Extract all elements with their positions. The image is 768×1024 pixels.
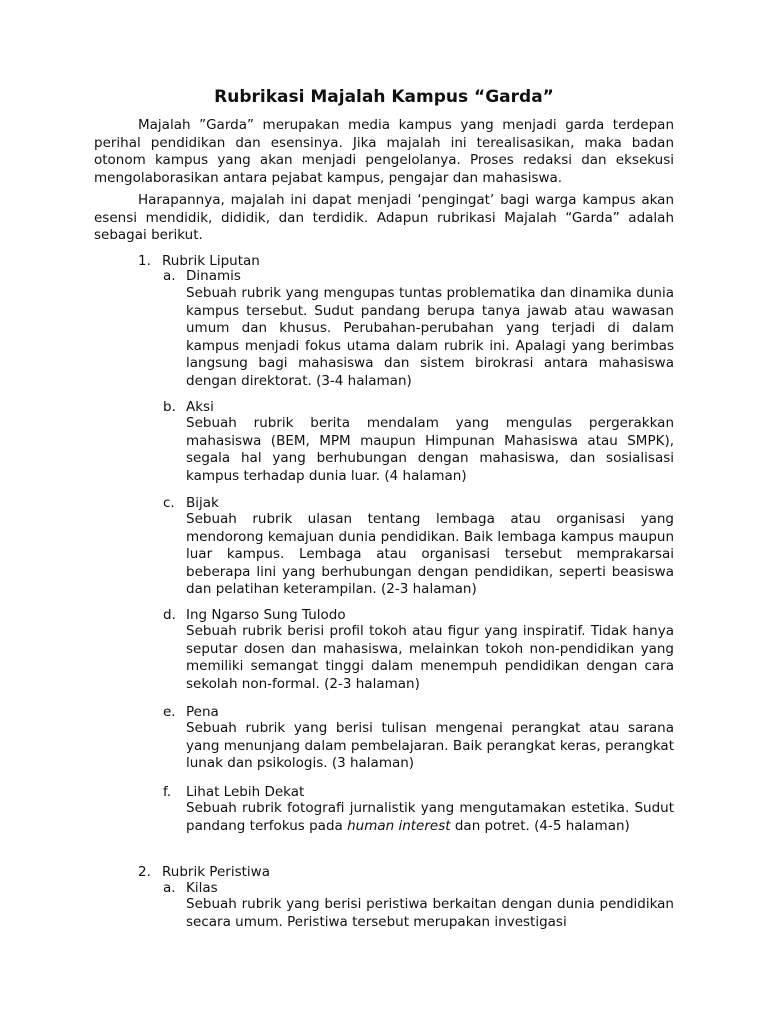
rubric-heading-bijak <box>163 495 219 513</box>
rubric-desc-kilas: Sebuah rubrik yang berisi peristiwa berkaitan dengan dunia pendidikan secara umum. Peristiwa tersebut merupakan investigasi <box>186 896 674 930</box>
section-number: 2. <box>138 864 151 880</box>
rubric-heading-ing-ngarso <box>163 607 346 625</box>
rubric-title: Kilas <box>186 880 218 896</box>
rubric-letter: b. <box>163 399 176 415</box>
rubric-title: Lihat Lebih Dekat <box>186 784 305 800</box>
rubric-desc-dinamis: Sebuah rubrik yang mengupas tuntas problematika dan dinamika dunia kampus tersebut. Sudut pandang berupa tanya jawab atau wawasan umum dan khusus. Perubahan-perubahan yang terjadi di dalam kampus menjadi fokus utama dalam rubrik ini. Apalagi yang berimbas langsung bagi mahasiswa dan sistem birokrasi antara mahasiswa dengan direktorat. (3-4 halaman) <box>186 285 674 389</box>
rubric-heading-kilas <box>163 880 218 898</box>
section-number: 1. <box>138 253 151 269</box>
intro-paragraph-1: Majalah ”Garda” merupakan media kampus yang menjadi garda terdepan perihal pendidikan dan esensinya. Jika majalah ini terealisasikan, maka badan otonom kampus yang akan menjadi pengelolanya. Proses redaksi dan eksekusi mengolaborasikan antara pejabat kampus, pengajar dan mahasiswa. <box>94 117 674 186</box>
desc-text: dan potret. (4-5 halaman) <box>450 817 630 834</box>
rubric-letter: e. <box>163 704 176 720</box>
page-title: Rubrikasi Majalah Kampus “Garda” <box>214 87 554 107</box>
rubric-letter: c. <box>163 495 175 511</box>
rubric-heading-pena <box>163 704 219 722</box>
rubric-letter: a. <box>163 880 176 896</box>
intro-paragraph-2: Harapannya, majalah ini dapat menjadi ‘pengingat’ bagi warga kampus akan esensi mendidik, dididik, dan terdidik. Adapun rubrikasi Majalah “Garda” adalah sebagai berikut. <box>94 192 674 244</box>
rubric-title: Pena <box>186 704 219 720</box>
section-title: Rubrik Liputan <box>162 253 260 269</box>
rubric-title: Ing Ngarso Sung Tulodo <box>186 607 346 623</box>
rubric-letter: f. <box>163 784 172 800</box>
rubric-title: Aksi <box>186 399 214 415</box>
rubric-desc-bijak: Sebuah rubrik ulasan tentang lembaga atau organisasi yang mendorong kemajuan dunia pendidikan. Baik lembaga kampus maupun luar kampus. Lembaga atau organisasi tersebut memprakarsai beberapa lini yang berhubungan dengan pendidikan, seperti beasiswa dan pelatihan keterampilan. (2-3 halaman) <box>186 511 674 598</box>
rubric-desc-ing-ngarso: Sebuah rubrik berisi profil tokoh atau figur yang inspiratif. Tidak hanya seputar dosen dan mahasiswa, melainkan tokoh non-pendidikan yang memiliki semangat tinggi dalam menempuh pendidikan dengan cara sekolah non-formal. (2-3 halaman) <box>186 623 674 692</box>
rubric-desc-pena: Sebuah rubrik yang berisi tulisan mengenai perangkat atau sarana yang menunjang dalam pembelajaran. Baik perangkat keras, perangkat lunak dan psikologis. (3 halaman) <box>186 720 674 772</box>
rubric-heading-aksi <box>163 399 214 417</box>
rubric-title: Dinamis <box>186 268 241 284</box>
desc-text: Sebuah rubrik fotografi jurnalistik yang mengutamakan estetika. Sudut pandang terfokus pada <box>186 800 674 834</box>
section-heading-peristiwa <box>138 864 270 882</box>
section-title: Rubrik Peristiwa <box>162 864 270 880</box>
rubric-desc-lihat-lebih-dekat <box>186 800 674 835</box>
rubric-title: Bijak <box>186 495 219 511</box>
rubric-desc-aksi: Sebuah rubrik berita mendalam yang mengulas pergerakkan mahasiswa (BEM, MPM maupun Himpunan Mahasiswa atau SMPK), segala hal yang berhubungan dengan mahasiswa, dan sosialisasi kampus terhadap dunia luar. (4 halaman) <box>186 415 674 484</box>
rubric-letter: d. <box>163 607 176 623</box>
desc-italic-term: human interest <box>347 817 451 834</box>
rubric-heading-lihat-lebih-dekat <box>163 784 304 802</box>
rubric-heading-dinamis <box>163 268 241 286</box>
rubric-letter: a. <box>163 268 176 284</box>
